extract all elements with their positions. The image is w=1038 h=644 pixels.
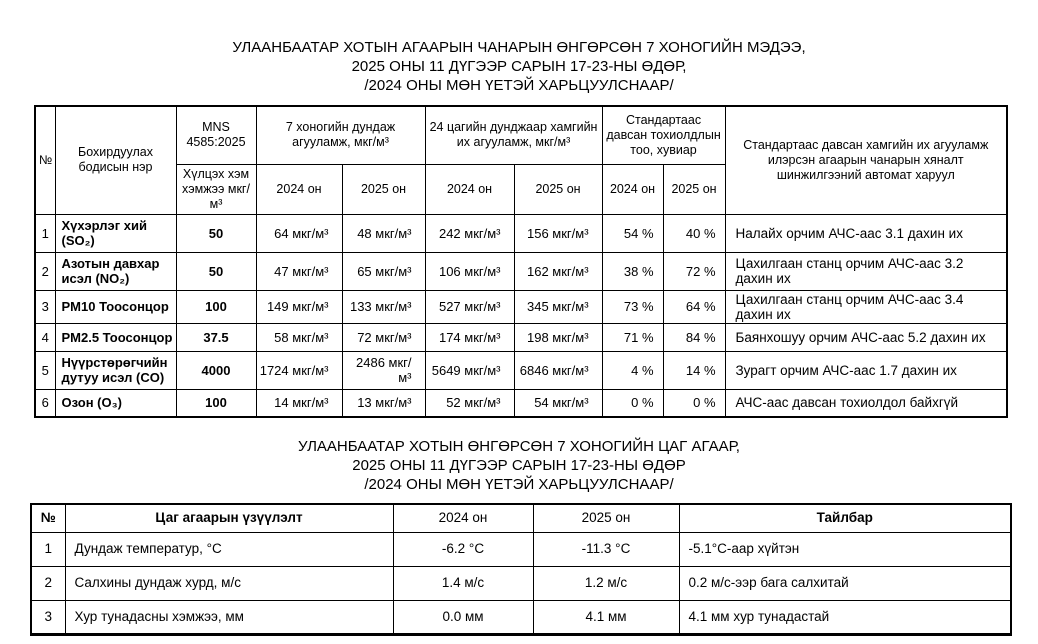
t1-row3-no: 3	[35, 290, 55, 323]
table-row	[35, 252, 1007, 290]
t1-row6-name: Озон (O₃)	[55, 389, 176, 417]
t1-row6-mns: 100	[176, 389, 256, 417]
t1-row4-name: PM2.5 Тоосонцор	[55, 323, 176, 351]
t2-row1-2024: -6.2 °С	[393, 532, 533, 566]
t1-row3-avg7-2025: 133 мкг/м³	[342, 290, 425, 323]
t1-row1-avg7-2024: 64 мкг/м³	[256, 214, 342, 252]
t1-row1-no: 1	[35, 214, 55, 252]
table-row	[35, 389, 1007, 417]
t1-header-pollutant-name: Бохирдуулах бодисын нэр	[55, 106, 176, 214]
t1-row1-max24-2024: 242 мкг/м³	[425, 214, 514, 252]
t1-row6-max24-2025: 54 мкг/м³	[514, 389, 602, 417]
t1-row1-pct-2025: 40 %	[663, 214, 725, 252]
t1-row6-note: АЧС-аас давсан тохиолдол байхгүй	[725, 389, 1007, 417]
t1-row3-max24-2024: 527 мкг/м³	[425, 290, 514, 323]
t2-row1-note: -5.1°С-аар хүйтэн	[679, 532, 1011, 566]
t1-row3-pct-2025: 64 %	[663, 290, 725, 323]
t2-row3-note: 4.1 мм хур тунадастай	[679, 600, 1011, 634]
t1-header-weekly-average: 7 хоногийн дундаж агууламж, мкг/м³	[256, 106, 425, 164]
table-row	[31, 566, 1011, 600]
title1-line3: /2024 ОНЫ МӨН ҮЕТЭЙ ХАРЬЦУУЛСНААР/	[364, 77, 674, 94]
t1-row4-max24-2024: 174 мкг/м³	[425, 323, 514, 351]
t1-row3-pct-2024: 73 %	[602, 290, 663, 323]
t1-header-exceedance: Стандартаас давсан тохиолдлын тоо, хувиар	[602, 106, 725, 164]
title1-line1: УЛААНБААТАР ХОТЫН АГААРЫН ЧАНАРЫН ӨНГӨРСӨН 7 ХОНОГИЙН МЭДЭЭ,	[232, 39, 806, 56]
t1-header-24h-max: 24 цагийн дунджаар хамгийн их агууламж, мкг/м³	[425, 106, 602, 164]
title2-line3: /2024 ОНЫ МӨН ҮЕТЭЙ ХАРЬЦУУЛСНААР/	[364, 476, 674, 493]
t1-row5-max24-2024: 5649 мкг/м³	[425, 351, 514, 389]
t1-header-exceed-2025: 2025 он	[663, 164, 725, 214]
t2-row2-no: 2	[31, 566, 65, 600]
t1-row2-mns: 50	[176, 252, 256, 290]
t1-row2-avg7-2025: 65 мкг/м³	[342, 252, 425, 290]
t2-header-note: Тайлбар	[679, 504, 1011, 532]
t1-row5-name: Нүүрстөрөгчийн дутуу исэл (CO)	[55, 351, 176, 389]
table-row	[35, 214, 1007, 252]
t2-row1-indicator: Дундаж температур, °С	[65, 532, 393, 566]
t2-row3-2025: 4.1 мм	[533, 600, 679, 634]
t1-header-exceed-2024: 2024 он	[602, 164, 663, 214]
t2-header-indicator: Цаг агаарын үзүүлэлт	[65, 504, 393, 532]
t1-header-max24-2025: 2025 он	[514, 164, 602, 214]
t1-row2-avg7-2024: 47 мкг/м³	[256, 252, 342, 290]
t1-row2-name: Азотын давхар исэл (NO₂)	[55, 252, 176, 290]
report-title-weather	[0, 437, 1038, 494]
t1-row4-pct-2025: 84 %	[663, 323, 725, 351]
t1-header-max24-2024: 2024 он	[425, 164, 514, 214]
t1-row5-avg7-2025: 2486 мкг/м³	[342, 351, 425, 389]
t2-row2-2024: 1.4 м/с	[393, 566, 533, 600]
title2-line1: УЛААНБААТАР ХОТЫН ӨНГӨРСӨН 7 ХОНОГИЙН ЦАГ АГААР,	[298, 438, 740, 455]
table-row	[35, 323, 1007, 351]
t2-header-no: №	[31, 504, 65, 532]
air-quality-table	[34, 105, 1008, 418]
t1-header-mns-standard: MNS 4585:2025	[176, 106, 256, 164]
t2-row2-indicator: Салхины дундаж хурд, м/с	[65, 566, 393, 600]
t1-row5-note: Зурагт орчим АЧС-аас 1.7 дахин их	[725, 351, 1007, 389]
t1-row2-pct-2024: 38 %	[602, 252, 663, 290]
t1-row5-no: 5	[35, 351, 55, 389]
t1-header-no: №	[35, 106, 55, 214]
title2-line2: 2025 ОНЫ 11 ДҮГЭЭР САРЫН 17-23-НЫ ӨДӨР	[352, 457, 686, 474]
t1-row4-max24-2025: 198 мкг/м³	[514, 323, 602, 351]
t1-row1-pct-2024: 54 %	[602, 214, 663, 252]
t1-row3-max24-2025: 345 мкг/м³	[514, 290, 602, 323]
t2-row3-no: 3	[31, 600, 65, 634]
t1-row4-avg7-2025: 72 мкг/м³	[342, 323, 425, 351]
t1-row6-max24-2024: 52 мкг/м³	[425, 389, 514, 417]
t2-row1-no: 1	[31, 532, 65, 566]
t1-row6-no: 6	[35, 389, 55, 417]
t1-row6-avg7-2025: 13 мкг/м³	[342, 389, 425, 417]
t1-row5-pct-2024: 4 %	[602, 351, 663, 389]
t1-row5-avg7-2024: 1724 мкг/м³	[256, 351, 342, 389]
report-title-air-quality	[0, 38, 1038, 95]
weather-table	[30, 503, 1012, 636]
t1-row3-mns: 100	[176, 290, 256, 323]
t1-header-station: Стандартаас давсан хамгийн их агууламж илэрсэн агаарын чанарын хяналт шинжилгээний автомат харуул	[725, 106, 1007, 214]
t1-header-limit: Хүлцэх хэм хэмжээ мкг/м³	[176, 164, 256, 214]
t1-row4-pct-2024: 71 %	[602, 323, 663, 351]
t1-row4-mns: 37.5	[176, 323, 256, 351]
t2-row3-2024: 0.0 мм	[393, 600, 533, 634]
t2-header-2024: 2024 он	[393, 504, 533, 532]
t1-row6-pct-2025: 0 %	[663, 389, 725, 417]
t1-row4-no: 4	[35, 323, 55, 351]
t1-row1-max24-2025: 156 мкг/м³	[514, 214, 602, 252]
t2-row2-2025: 1.2 м/с	[533, 566, 679, 600]
t1-row1-name: Хүхэрлэг хий (SO₂)	[55, 214, 176, 252]
t1-row1-mns: 50	[176, 214, 256, 252]
t1-row5-max24-2025: 6846 мкг/м³	[514, 351, 602, 389]
t1-row5-mns: 4000	[176, 351, 256, 389]
t1-row4-avg7-2024: 58 мкг/м³	[256, 323, 342, 351]
t1-row3-note: Цахилгаан станц орчим АЧС-аас 3.4 дахин их	[725, 290, 1007, 323]
table-row	[31, 600, 1011, 634]
table-row	[35, 351, 1007, 389]
t2-row1-2025: -11.3 °С	[533, 532, 679, 566]
t2-row3-indicator: Хур тунадасны хэмжээ, мм	[65, 600, 393, 634]
t1-row2-pct-2025: 72 %	[663, 252, 725, 290]
t1-header-avg7-2025: 2025 он	[342, 164, 425, 214]
t1-row2-max24-2024: 106 мкг/м³	[425, 252, 514, 290]
title1-line2: 2025 ОНЫ 11 ДҮГЭЭР САРЫН 17-23-НЫ ӨДӨР,	[351, 58, 687, 75]
t1-row6-pct-2024: 0 %	[602, 389, 663, 417]
t1-row4-note: Баянхошуу орчим АЧС-аас 5.2 дахин их	[725, 323, 1007, 351]
t2-header-2025: 2025 он	[533, 504, 679, 532]
t1-row1-avg7-2025: 48 мкг/м³	[342, 214, 425, 252]
t1-row1-note: Налайх орчим АЧС-аас 3.1 дахин их	[725, 214, 1007, 252]
t1-row2-no: 2	[35, 252, 55, 290]
table-row	[31, 532, 1011, 566]
table-row	[35, 290, 1007, 323]
t1-row2-note: Цахилгаан станц орчим АЧС-аас 3.2 дахин их	[725, 252, 1007, 290]
t1-row3-avg7-2024: 149 мкг/м³	[256, 290, 342, 323]
t1-row5-pct-2025: 14 %	[663, 351, 725, 389]
t1-header-avg7-2024: 2024 он	[256, 164, 342, 214]
t1-row2-max24-2025: 162 мкг/м³	[514, 252, 602, 290]
t2-row2-note: 0.2 м/с-ээр бага салхитай	[679, 566, 1011, 600]
t1-row6-avg7-2024: 14 мкг/м³	[256, 389, 342, 417]
t1-row3-name: PM10 Тоосонцор	[55, 290, 176, 323]
